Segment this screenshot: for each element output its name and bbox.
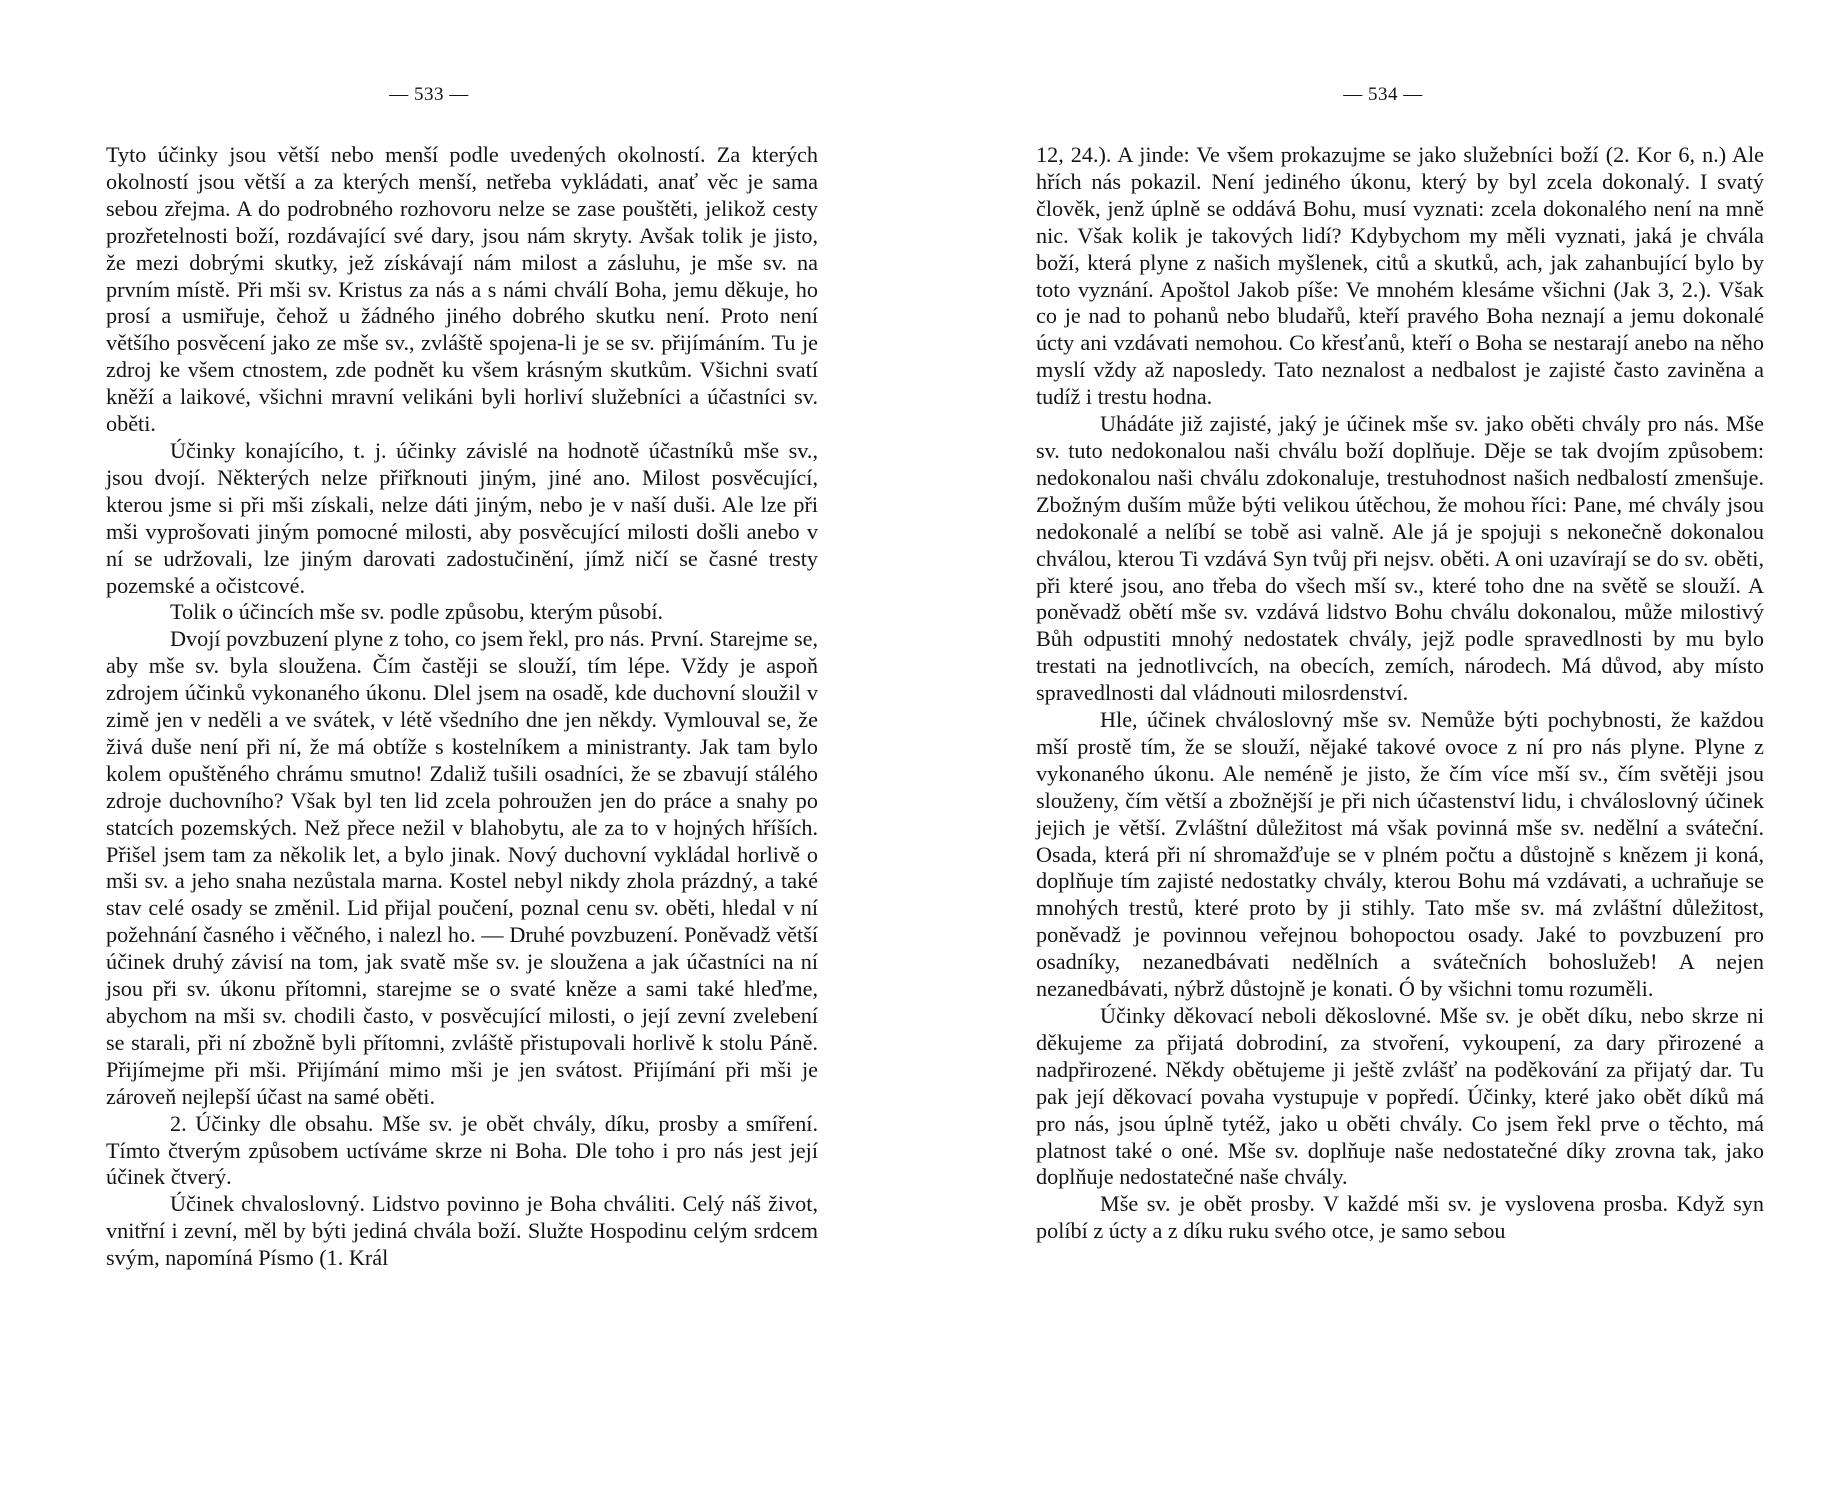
paragraph: Tolik o účincích mše sv. podle způsobu, kterým působí. (170, 599, 664, 625)
paragraph: Mše sv. je obět prosby. V každé mši sv. je vyslovena prosba. Když syn políbí z úcty a z díku ruku svého otce, je samo sebou (1036, 1191, 1764, 1244)
right-page (918, 0, 1836, 1500)
paragraph: Dvojí povzbuzení plyne z toho, co jsem řekl, pro nás. První. Starejme se, aby mše sv. byla sloužena. Čím častěji se slouží, tím lépe. Vždy je aspoň zdrojem účinků vykonaného úkonu. Dlel jsem na osadě, kde duchovní sloužil v zimě jen v neděli a ve svátek, v létě všedního dne jen někdy. Vymlouval se, že živá duše není při ní, že má obtíže s kostelníkem a ministranty. Jak tam bylo kolem opuštěného chrámu smutno! Zdaliž tušili osadníci, že se zbavují stálého zdroje duchovního? Však byl ten lid zcela pohroužen jen do práce a snahy po statcích pozemských. Než přece nežil v blahobytu, ale za to v hojných hříších. Přišel jsem tam za několik let, a bylo jinak. Nový duchovní vykládal horlivě o mši sv. a jeho snaha nezůstala marna. Kostel nebyl nikdy zhola prázdný, a také stav celé osady se změnil. Lid přijal poučení, poznal cenu sv. oběti, hledal v ní požehnání časného i věčného, i nalezl ho. — Druhé povzbuzení. Poněvadž větší účinek druhý závisí na tom, jak svatě mše sv. je sloužena a jak účastníci na ní jsou při sv. úkonu přítomni, starejme se o svaté kněze a sami také hleďme, abychom na mši sv. chodili často, v posvěcující milosti, o její zevní zvelebení se starali, při ní zbožně byli přítomni, zvláště přistupovali horlivě k stolu Páně. Přijímejme při mši. Přijímání mimo mši je jen svátost. Přijímání při mši je zároveň nejlepší účast na samé oběti. (106, 626, 818, 1109)
paragraph: Účinky konajícího, t. j. účinky závislé na hodnotě účastníků mše sv., jsou dvojí. Některých nelze přiřknouti jiným, jiné ano. Milost posvěcující, kterou jsme si při mši získali, nelze dáti jiným, nebo je v naší duši. Ale lze při mši vyprošovati jiným pomocné milosti, aby posvěcující milosti došli anebo v ní se udržovali, lze jiným darovati zadostučinění, jímž ničí se časné tresty pozemské a očistcové. (106, 437, 818, 598)
page-number: — 533 — (389, 84, 469, 105)
paragraph: 2. Účinky dle obsahu. Mše sv. je obět chvály, díku, prosby a smíření. Tímto čtverým způsobem uctíváme skrze ni Boha. Dle toho i pro nás jest její účinek čtverý. (106, 1110, 818, 1190)
paragraph: Účinky děkovací neboli děkoslovné. Mše sv. je obět díku, nebo skrze ni děkujeme za přijatá dobrodiní, za stvoření, vykoupení, za dary přirozené a nadpřirozené. Někdy obětujeme ji ještě zvlášť na poděkování za přijatý dar. Tu pak její děkovací povaha vystupuje v popředí. Účinky, které jako obět díků má pro nás, jsou úplně tytéž, jako u oběti chvály. Co jsem řekl prve o těchto, má platnost také o oné. Mše sv. doplňuje naše nedostatečné díky zrovna tak, jako doplňuje nedostatečné naše chvály. (1036, 1003, 1764, 1190)
page-text (1036, 142, 1764, 1245)
paragraph: Uhádáte již zajisté, jaký je účinek mše sv. jako oběti chvály pro nás. Mše sv. tuto nedokonalou naši chválu boží doplňuje. Děje se tak dvojím způsobem: nedokonalou naši chválu zdokonaluje, trestuhodnost našich nedbalostí zmenšuje. Zbožným duším může býti velikou útěchou, že mohou říci: Pane, mé chvály jsou nedokonalé a nelíbí se tobě asi valně. Ale já je spojuji s nekonečně dokonalou chválou, kterou Ti vzdává Syn tvůj při nejsv. oběti. A oni uzavírají se do sv. oběti, při které jsou, ano třeba do všech mší sv., které toho dne na světě se slouží. A poněvadž obětí mše sv. vzdává lidstvo Bohu chválu dokonalou, může milostivý Bůh odpustiti mnohý nedostatek chvály, jejž podle spravedlnosti by mu bylo trestati na jednotlivcích, na obecích, zemích, národech. Má důvod, aby místo spravedlnosti dal vládnouti milosrdenství. (1036, 411, 1764, 706)
page-number: — 534 — (1343, 84, 1423, 105)
page-text (106, 142, 818, 1272)
paragraph: Hle, účinek chváloslovný mše sv. Nemůže býti pochybnosti, že každou mší prostě tím, že se slouží, nějaké takové ovoce z ní pro nás plyne. Plyne z vykonaného úkonu. Ale neméně je jisto, že čím více mší sv., čím světěji jsou slouženy, čím větší a zbožnější je při nich účastenství lidu, i chváloslovný účinek jejich je větší. Zvláštní důležitost má však povinná mše sv. nedělní a sváteční. Osada, která při ní shromažďuje se v plném počtu a důstojně s knězem ji koná, doplňuje tím zajisté nedostatky chvály, kterou Bohu má vzdávati, a uchraňuje se mnohých trestů, které proto by ji stihly. Tato mše sv. má zvláštní důležitost, poněvadž je povinnou veřejnou bohopoctou osady. Jaké to povzbuzení pro osadníky, nezanedbávati nedělních a svátečních bohoslužeb! A nejen nezanedbávati, nýbrž důstojně je konati. Ó by všichni tomu rozuměli. (1036, 707, 1764, 1002)
paragraph: Účinek chvaloslovný. Lidstvo povinno je Boha chváliti. Celý náš život, vnitřní i zevní, měl by býti jediná chvála boží. Služte Hospodinu celým srdcem svým, napomíná Písmo (1. Král (106, 1191, 818, 1271)
paragraph: Tyto účinky jsou větší nebo menší podle uvedených okolností. Za kterých okolností jsou větší a za kterých menší, netřeba vykládati, anať věc je sama sebou zřejma. A do podrobného rozhovoru nelze se zase pouštěti, jelikož cesty prozřetelnosti boží, rozdávající své dary, jsou nám skryty. Avšak tolik je jisto, že mezi dobrými skutky, jež získávají nám milost a zásluhu, je mše sv. na prvním místě. Při mši sv. Kristus za nás a s námi chválí Boha, jemu děkuje, ho prosí a usmiřuje, čehož u žádného jiného dobrého skutku není. Proto není většího posvěcení jako ze mše sv., zvláště spojena-li je se sv. přijímáním. Tu je zdroj ke všem ctnostem, zde podnět ku všem krásným skutkům. Všichni svatí kněží a laikové, všichni mravní velikáni byli horliví služebníci a účastníci sv. oběti. (106, 142, 818, 437)
paragraph: 12, 24.). A jinde: Ve všem prokazujme se jako služebníci boží (2. Kor 6, n.) Ale hřích nás pokazil. Není jediného úkonu, který by byl zcela dokonalý. I svatý člověk, jenž úplně se oddává Bohu, musí vyznati: zcela dokonalého není na mně nic. Však kolik je takových lidí? Kdybychom my měli vyznati, jaká je chvála boží, která plyne z našich myšlenek, citů a skutků, ach, jak zahanbující bylo by toto vyznání. Apoštol Jakob píše: Ve mnohém klesáme všichni (Jak 3, 2.). Však co je nad to pohanů nebo bludařů, kteří pravého Boha neznají a jemu dokonalé úcty ani vzdávati nemohou. Co křesťanů, kteří o Boha se nestarají anebo na něho myslí vždy až naposledy. Tato neznalost a nedbalost je zajisté často zaviněna a tudíž i trestu hodna. (1036, 142, 1764, 410)
